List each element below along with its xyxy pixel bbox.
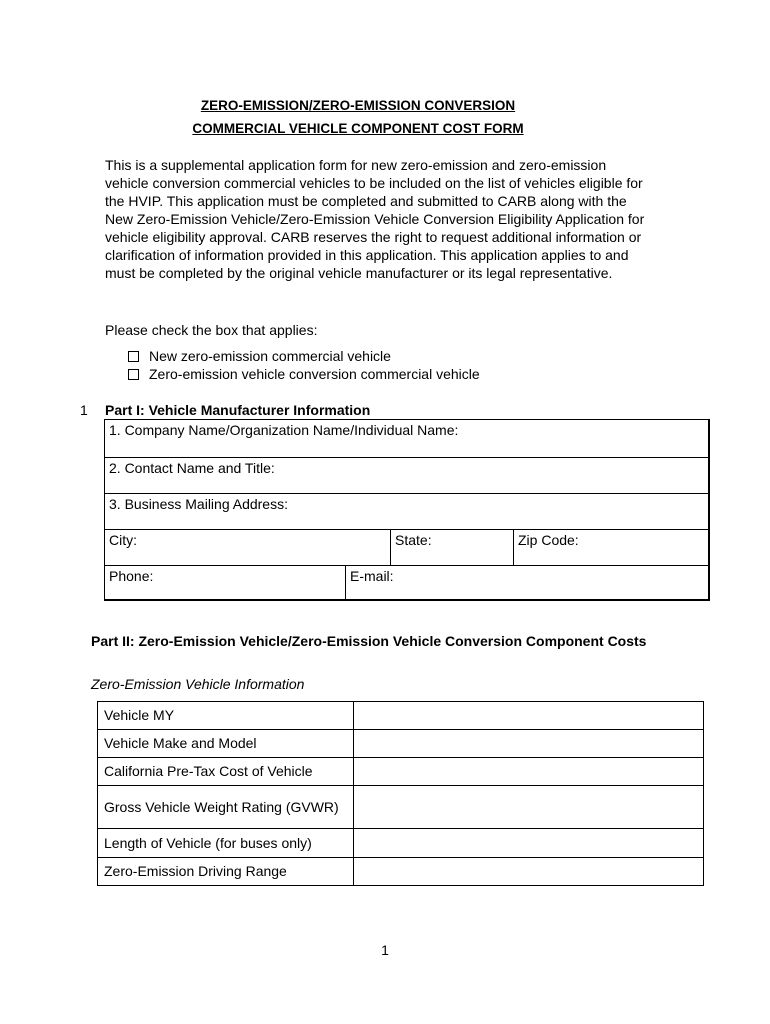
option-conversion[interactable] (128, 366, 480, 382)
address-field[interactable] (105, 494, 708, 529)
contact-row (105, 457, 708, 493)
address-label: 3. Business Mailing Address: (109, 496, 288, 512)
checkbox-new-zev[interactable] (128, 351, 139, 362)
phone-row (105, 565, 708, 600)
form-title-line1: ZERO-EMISSION/ZERO-EMISSION CONVERSION (200, 98, 516, 113)
email-label: E-mail: (350, 568, 394, 584)
table-row (98, 786, 704, 829)
table-row (98, 702, 704, 730)
phone-field[interactable] (105, 566, 345, 600)
zip-label: Zip Code: (518, 532, 579, 548)
part2-subheading: Zero-Emission Vehicle Information (91, 676, 305, 692)
value-vehicle-my[interactable] (354, 702, 704, 730)
table-row (98, 829, 704, 858)
checkbox-conversion[interactable] (128, 369, 139, 380)
option-new-zev-label: New zero-emission commercial vehicle (149, 348, 391, 364)
value-length[interactable] (354, 829, 704, 858)
table-row (98, 858, 704, 886)
section-number: 1 (80, 402, 88, 418)
contact-field[interactable] (105, 458, 708, 493)
address-row (105, 493, 708, 529)
check-prompt: Please check the box that applies: (105, 322, 318, 338)
manufacturer-info-form (104, 419, 710, 601)
state-label: State: (395, 532, 432, 548)
part1-heading: Part I: Vehicle Manufacturer Information (105, 402, 371, 418)
email-field[interactable] (345, 566, 708, 600)
contact-label: 2. Contact Name and Title: (109, 460, 275, 476)
state-field[interactable] (390, 530, 513, 565)
page-number: 1 (381, 942, 389, 958)
city-label: City: (109, 532, 137, 548)
value-make-model[interactable] (354, 730, 704, 758)
row-label-vehicle-my: Vehicle MY (98, 702, 354, 730)
option-conversion-label: Zero-emission vehicle conversion commercial vehicle (149, 366, 480, 382)
table-row (98, 758, 704, 786)
value-gvwr[interactable] (354, 786, 704, 829)
intro-paragraph: This is a supplemental application form for new zero-emission and zero-emission vehicle conversion commercial vehicles to be included on the list of vehicles eligible for the HVIP. This application must be completed and submitted to CARB along with the New Zero-Emission Vehicle/Zero-Emission Vehicle Conversion Eligibility Application for vehicle eligibility approval. CARB reserves the right to request additional information or clarification of information provided in this application. This application applies to and must be completed by the original vehicle manufacturer or its legal representative. (105, 157, 645, 281)
city-field[interactable] (105, 530, 390, 565)
vehicle-info-table (97, 701, 704, 886)
company-field[interactable] (105, 420, 708, 457)
table-row (98, 730, 704, 758)
company-row (105, 420, 708, 457)
value-pretax-cost[interactable] (354, 758, 704, 786)
city-row (105, 529, 708, 565)
phone-label: Phone: (109, 568, 154, 584)
row-label-length: Length of Vehicle (for buses only) (98, 829, 354, 858)
value-driving-range[interactable] (354, 858, 704, 886)
zip-field[interactable] (513, 530, 708, 565)
row-label-gvwr: Gross Vehicle Weight Rating (GVWR) (98, 786, 354, 829)
row-label-driving-range: Zero-Emission Driving Range (98, 858, 354, 886)
part2-heading: Part II: Zero-Emission Vehicle/Zero-Emission Vehicle Conversion Component Costs (91, 633, 647, 649)
row-label-pretax-cost: California Pre-Tax Cost of Vehicle (98, 758, 354, 786)
company-label: 1. Company Name/Organization Name/Individual Name: (109, 422, 459, 438)
row-label-make-model: Vehicle Make and Model (98, 730, 354, 758)
form-title-line2: COMMERCIAL VEHICLE COMPONENT COST FORM (192, 121, 524, 136)
option-new-zev[interactable] (128, 348, 391, 364)
